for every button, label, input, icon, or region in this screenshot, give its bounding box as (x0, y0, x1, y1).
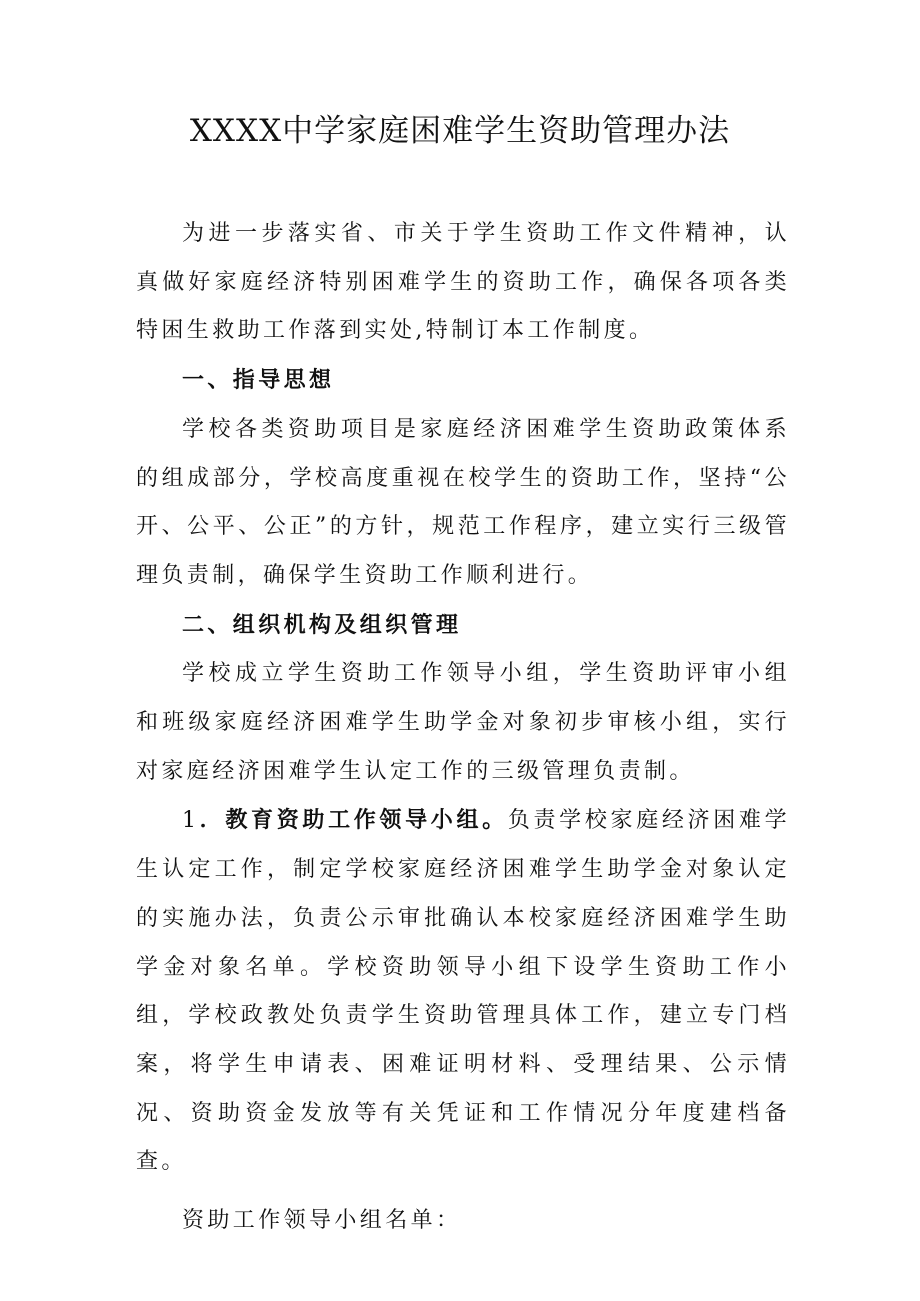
item-title: ．教育资助工作领导小组。 (199, 808, 508, 834)
document-title: XXXX中学家庭困难学生资助管理办法 (189, 113, 731, 149)
section-paragraph-organization: 学校成立学生资助工作领导小组，学生资助评审小组和班级家庭经济困难学生助学金对象初步审核小组，实行对家庭经济困难学生认定工作的三级管理负责制。 (136, 661, 790, 784)
item-number: 1 (182, 808, 200, 834)
item-paragraph-leading-group (136, 797, 790, 1187)
document-body (136, 210, 790, 1246)
section-paragraph-guiding-ideology: 学校各类资助项目是家庭经济困难学生资助政策体系的组成部分，学校高度重视在校学生的资助工作，坚持“公开、公平、公正”的方针，规范工作程序，建立实行三级管理负责制，确保学生资助工作顺利进行。 (136, 416, 790, 588)
item-text: 负责学校家庭经济困难学生认定工作，制定学校家庭经济困难学生助学金对象认定的实施办法，负责公示审批确认本校家庭经济困难学生助学金对象名单。学校资助领导小组下设学生资助工作小组，学校政教处负责学生资助管理具体工作，建立专门档案，将学生申请表、困难证明材料、受理结果、公示情况、资助资金发放等有关凭证和工作情况分年度建档备查。 (136, 808, 790, 1175)
intro-paragraph: 为进一步落实省、市关于学生资助工作文件精神，认真做好家庭经济特别困难学生的资助工作，确保各项各类特困生救助工作落到实处,特制订本工作制度。 (136, 221, 790, 344)
leading-group-list-label: 资助工作领导小组名单： (182, 1208, 462, 1234)
section-heading-guiding-ideology: 一、指导思想 (182, 368, 335, 394)
section-heading-organization: 二、组织机构及组织管理 (182, 612, 462, 638)
